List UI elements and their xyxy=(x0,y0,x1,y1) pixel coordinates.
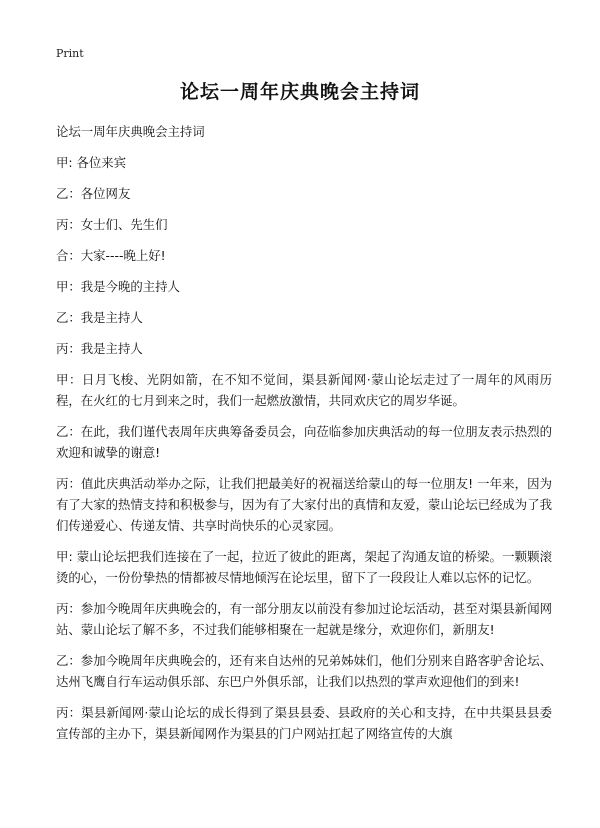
paragraph: 论坛一周年庆典晚会主持词 xyxy=(56,124,205,139)
paragraph: 甲：日月飞梭、光阴如箭，在不知不觉间，渠县新闻网·蒙山论坛走过了一周年的风雨历程，在火红的七月到来之时，我们一起燃放激情，共同欢庆它的周岁华诞。 xyxy=(56,372,552,408)
paragraph: 丙：值此庆典活动举办之际，让我们把最美好的祝福送给蒙山的每一位朋友! 一年来，因为有了大家的热情支持和积极参与，因为有了大家付出的真情和友爱，蒙山论坛已经成为了我们传递爱心、传递友情、共享时尚快乐的心灵家园。 xyxy=(56,476,552,533)
paragraph: 乙：参加今晚周年庆典晚会的，还有来自达州的兄弟姊妹们，他们分别来自路客驴舍论坛、达州飞鹰自行车运动俱乐部、东巴户外俱乐部，让我们以热烈的掌声欢迎他们的到来! xyxy=(56,653,552,689)
paragraph: 丙：参加今晚周年庆典晚会的，有一部分朋友以前没有参加过论坛活动，甚至对渠县新闻网站、蒙山论坛了解不多，不过我们能够相聚在一起就是缘分，欢迎你们，新朋友! xyxy=(56,601,552,637)
print-label: Print xyxy=(56,47,84,60)
paragraph: 丙：我是主持人 xyxy=(56,341,143,356)
paragraph: 乙：在此，我们谨代表周年庆典筹备委员会，向莅临参加庆典活动的每一位朋友表示热烈的欢迎和诚挚的谢意! xyxy=(56,424,552,460)
paragraph: 丙：渠县新闻网·蒙山论坛的成长得到了渠县县委、县政府的关心和支持，在中共渠县县委宣传部的主办下，渠县新闻网作为渠县的门户网站扛起了网络宣传的大旗 xyxy=(56,705,552,741)
paragraph: 合：大家----晚上好! xyxy=(56,248,166,263)
paragraph: 甲：我是今晚的主持人 xyxy=(56,279,180,294)
document-title: 论坛一周年庆典晚会主持词 xyxy=(179,81,420,103)
paragraph: 乙：各位网友 xyxy=(56,186,131,201)
paragraph: 甲: 蒙山论坛把我们连接在了一起，拉近了彼此的距离，架起了沟通友谊的桥梁。一颗颗滚烫的心，一份份挚热的情都被尽情地倾泻在论坛里，留下了一段段让人难以忘怀的记忆。 xyxy=(56,549,552,585)
paragraph: 丙：女士们、先生们 xyxy=(56,217,168,232)
paragraph: 甲: 各位来宾 xyxy=(56,155,127,170)
document-body xyxy=(56,121,552,754)
paragraph: 乙：我是主持人 xyxy=(56,310,143,325)
